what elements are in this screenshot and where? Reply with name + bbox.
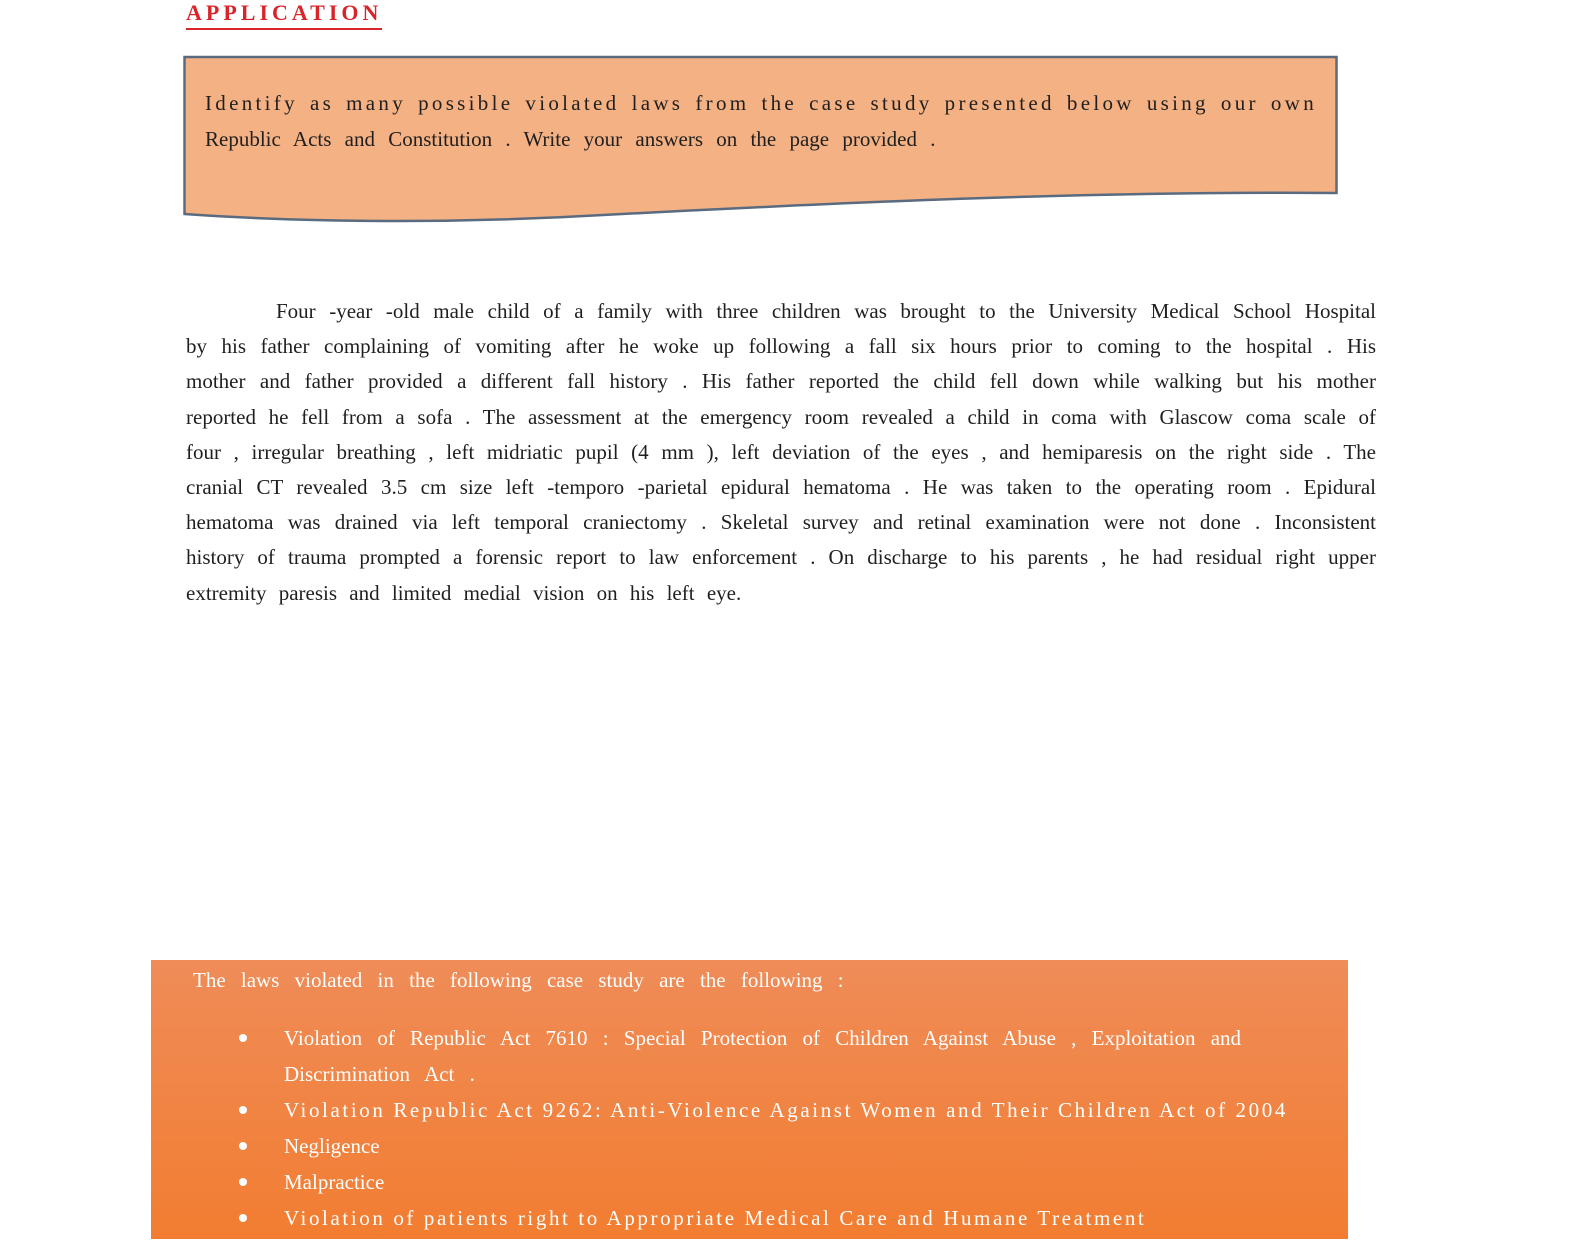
instruction-line-1: Identify as many possible violated laws from the case study presented below using our own [205,91,1317,115]
instruction-banner [183,55,1340,227]
case-study-paragraph: Four -year -old male child of a family with three children was brought to the University Medical School Hospital by his father complaining of vomiting after he woke up following a fall six hours prior to coming to the hospital . His mother and father provided a different fall history . His father reported the child fell down while walking but his mother reported he fell from a sofa . The assessment at the emergency room revealed a child in coma with Glascow coma scale of four , irregular breathing , left midriatic pupil (4 mm ), left deviation of the eyes , and hemiparesis on the right side . The cranial CT revealed 3.5 cm size left -temporo -parietal epidural hematoma . He was taken to the operating room . Epidural hematoma was drained via left temporal craniectomy . Skeletal survey and retinal examination were not done . Inconsistent history of trauma prompted a forensic report to law enforcement . On discharge to his parents , he had residual right upper extremity paresis and limited medial vision on his left eye. [186,299,1376,605]
list-item [239,1164,1299,1200]
list-item [239,1128,1299,1164]
instruction-line-2: Republic Acts and Constitution . Write your answers on the page provided . [205,127,936,151]
laws-list [239,1020,1299,1236]
bullet-icon [239,1106,247,1114]
bullet-icon [239,1034,247,1042]
law-item-text: Malpractice [284,1170,385,1194]
laws-title: The laws violated in the following case study are the following : [193,968,844,992]
bullet-icon [239,1142,247,1150]
list-item [239,1200,1299,1236]
list-item [239,1020,1299,1092]
laws-violated-panel [151,960,1348,1239]
bullet-icon [239,1214,247,1222]
law-item-text: Violation of Republic Act 7610 : Special Protection of Children Against Abuse , Exploitation and Discrimination Act . [284,1026,1242,1086]
law-item-text: Violation Republic Act 9262: Anti-Violence Against Women and Their Children Act of 2004 [284,1098,1288,1122]
instruction-text [205,85,1317,157]
bullet-icon [239,1178,247,1186]
law-item-text: Negligence [284,1134,380,1158]
list-item [239,1092,1299,1128]
page-heading: APPLICATION [186,0,382,30]
law-item-text: Violation of patients right to Appropriate Medical Care and Humane Treatment [284,1206,1147,1230]
